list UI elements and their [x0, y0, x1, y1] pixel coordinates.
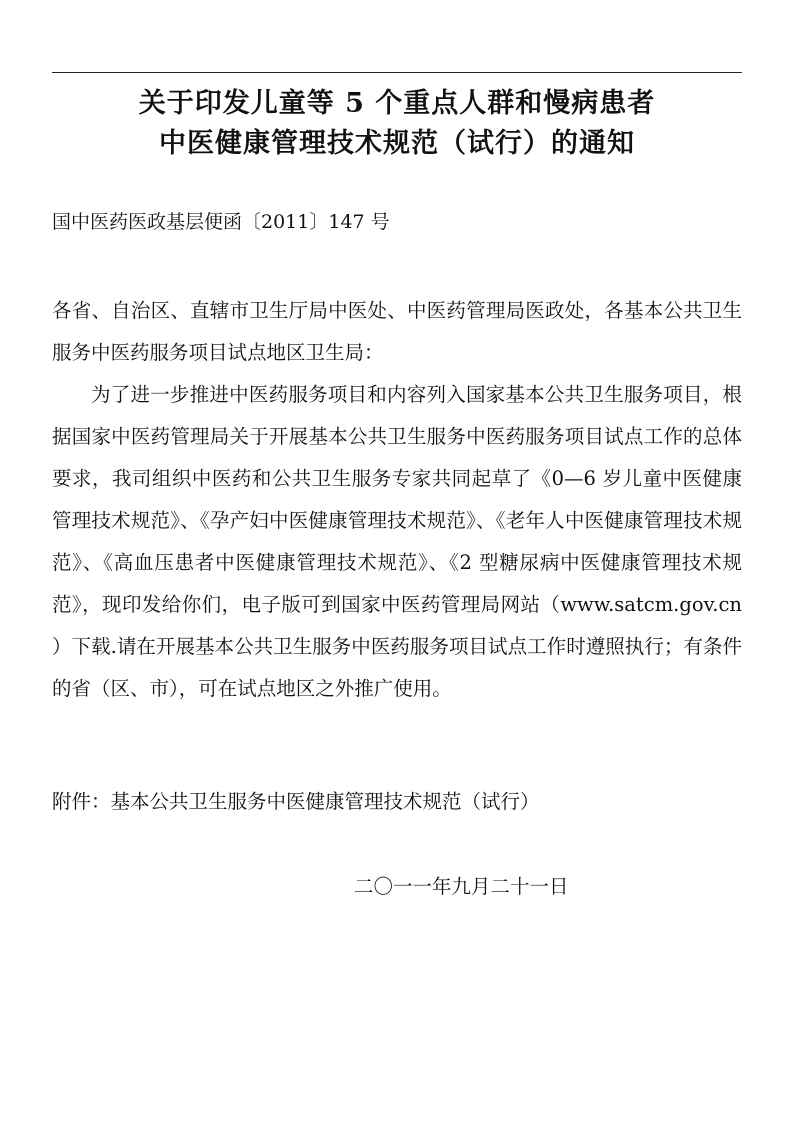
document-title [52, 84, 742, 164]
attachment-line: 附件：基本公共卫生服务中医健康管理技术规范（试行） [52, 790, 540, 813]
issue-date: 二〇一一年九月二十一日 [354, 875, 569, 898]
header-rule [52, 72, 742, 73]
document-body [52, 290, 742, 710]
title-line-2: 中医健康管理技术规范（试行）的通知 [159, 128, 635, 159]
recipients-paragraph: 各省、自治区、直辖市卫生厅局中医处、中医药管理局医政处，各基本公共卫生服务中医药服务项目试点地区卫生局： [52, 299, 742, 364]
main-paragraph: 为了进一步推进中医药服务项目和内容列入国家基本公共卫生服务项目，根据国家中医药管理局关于开展基本公共卫生服务中医药服务项目试点工作的总体要求，我司组织中医药和公共卫生服务专家共同起草了《0—6 岁儿童中医健康管理技术规范》、《孕产妇中医健康管理技术规范》、《老年人中医健康管理技术规范》、《高血压患者中医健康管理技术规范》、《2 型糖尿病中医健康管理技术规范》，现印发给你们，电子版可到国家中医药管理局网站（www.satcm.gov.cn ）下载.请在开展基本公共卫生服务中医药服务项目试点工作时遵照执行；有条件的省（区、市），可在试点地区之外推广使用。 [52, 383, 742, 700]
document-number: 国中医药医政基层便函〔2011〕147 号 [52, 211, 390, 233]
title-line-1: 关于印发儿童等 5 个重点人群和慢病患者 [138, 88, 656, 119]
